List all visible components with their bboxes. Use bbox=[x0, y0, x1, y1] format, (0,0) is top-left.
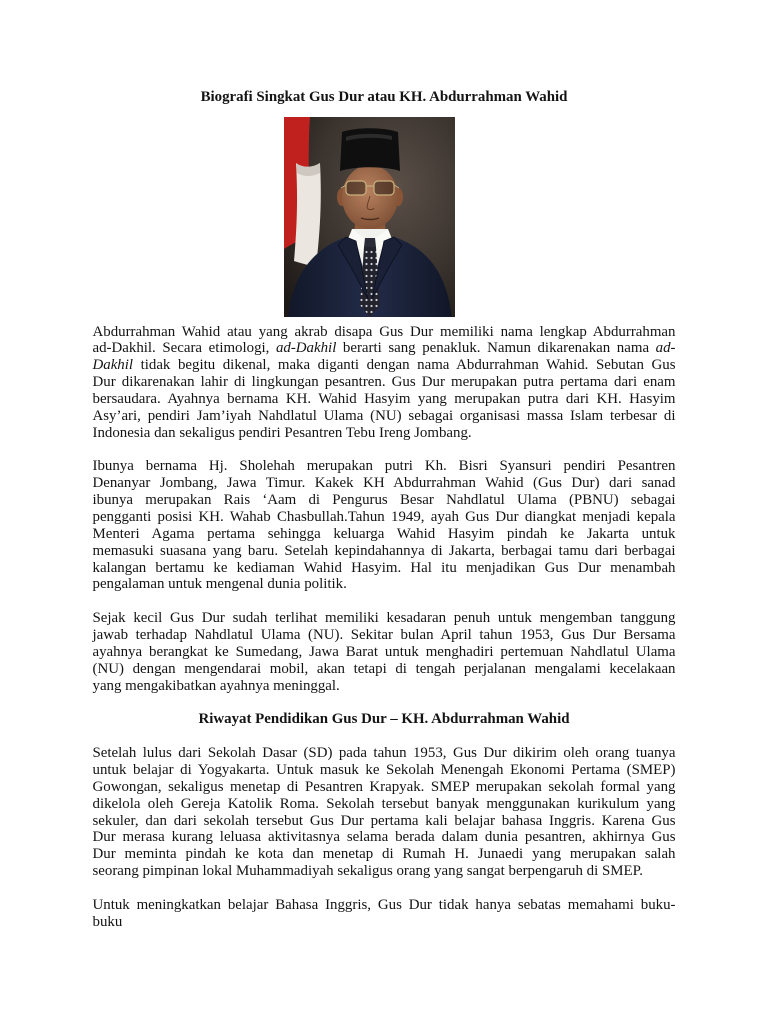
text-line: bersaudara. Ayahnya bernama KH. Wahid Hasyim yang merupakan putra dari KH. Hasyim bbox=[92, 391, 676, 408]
paragraph bbox=[93, 458, 676, 593]
text-line: Denanyar Jombang, Jawa Timur. Kakek KH Abdurrahman Wahid (Gus Dur) dari sanad bbox=[92, 475, 676, 492]
text-line: untuk belajar di Yogyakarta. Untuk masuk ke Sekolah Menengah Ekonomi Pertama (SMEP) bbox=[92, 761, 676, 778]
text-line: (NU) dengan mengendarai mobil, akan tetapi di tengah perjalanan mengalami kecelakaan bbox=[92, 660, 676, 677]
paragraph bbox=[93, 324, 676, 442]
document-body bbox=[93, 324, 676, 948]
text-line: ibunya merupakan Rais ‘Aam di Pengurus Besar Nahdlatul Ulama (PBNU) sebagai bbox=[92, 492, 676, 509]
text-line: seorang pimpinan lokal Muhammadiyah sekaligus orang yang sangat berpengaruh di SMEP. bbox=[92, 863, 643, 880]
text-line: ayahnya berangkat ke Sumedang, Jawa Barat untuk menghadiri pertemuan Nahdlatul Ulama bbox=[92, 643, 676, 660]
text-line bbox=[93, 357, 676, 374]
text-line: memasuki suasana yang baru. Setelah kepindahannya di Jakarta, berbagai tamu dari berbagai bbox=[92, 542, 676, 559]
text-line bbox=[93, 340, 676, 357]
text-line: Asy’ari, pendiri Jam’iyah Nahdlatul Ulama (NU) sebagai organisasi massa Islam terbesar di bbox=[92, 407, 676, 424]
text-line: Untuk meningkatkan belajar Bahasa Inggris, Gus Dur tidak hanya sebatas memahami buku- bbox=[92, 896, 676, 913]
text-line: pengalaman untuk mengenal dunia politik. bbox=[92, 576, 347, 593]
text-line: jawab terhadap Nahdlatul Ulama (NU). Sekitar bulan April tahun 1953, Gus Dur Bersama bbox=[92, 627, 676, 644]
portrait-photo bbox=[284, 117, 455, 317]
document-title: Biografi Singkat Gus Dur atau KH. Abdurrahman Wahid bbox=[200, 88, 568, 105]
text-line: Ibunya bernama Hj. Sholehah merupakan putri Kh. Bisri Syansuri pendiri Pesantren bbox=[92, 458, 676, 475]
text-line: yang mengakibatkan ayahnya meninggal. bbox=[92, 677, 340, 694]
italic-term: ad-Dakhil bbox=[275, 340, 337, 357]
text-run: berarti sang penakluk. Namun dikarenakan nama bbox=[336, 340, 656, 357]
text-line: Gowongan, sekaligus menetap di Pesantren Krapyak. SMEP merupakan sekolah formal yang bbox=[92, 778, 676, 795]
text-line: Indonesia dan sekaligus pendiri Pesantren Tebu Ireng Jombang. bbox=[92, 424, 472, 441]
text-line: Dur merasa kurang leluasa aktivitasnya selama berada dalam dunia pesantren, akhirnya Gus bbox=[92, 829, 676, 846]
paragraph bbox=[93, 745, 676, 880]
text-line: Setelah lulus dari Sekolah Dasar (SD) pada tahun 1953, Gus Dur dikirim oleh orang tuanya bbox=[92, 745, 676, 762]
text-line: Abdurrahman Wahid atau yang akrab disapa Gus Dur memiliki nama lengkap Abdurrahman bbox=[92, 323, 676, 340]
italic-term: ad- bbox=[655, 340, 676, 357]
text-line: Dur dikarenakan lahir di lingkungan pesantren. Gus Dur merupakan putra pertama dari enam bbox=[92, 374, 676, 391]
text-line: Dur meminta pindah ke kota dan menetap di Rumah H. Junaedi yang merupakan salah bbox=[92, 846, 676, 863]
text-line: dikelola oleh Gereja Katolik Roma. Sekolah tersebut banyak menggunakan kurikulum yang bbox=[92, 795, 676, 812]
text-line: sekuler, dan dari sekolah tersebut Gus Dur pertama kali belajar bahasa Inggris. Karena Gus bbox=[92, 812, 676, 829]
italic-term: Dakhil bbox=[92, 357, 134, 374]
text-run: tidak begitu dikenal, maka diganti dengan nama Abdurrahman Wahid. Sebutan Gus bbox=[133, 357, 676, 374]
section-heading: Riwayat Pendidikan Gus Dur – KH. Abdurrahman Wahid bbox=[198, 711, 570, 728]
text-line: pengganti posisi KH. Wahab Chasbullah.Tahun 1949, ayah Gus Dur diangkat menjadi kepala bbox=[92, 509, 676, 526]
paragraph bbox=[93, 610, 676, 694]
text-line: Sejak kecil Gus Dur sudah terlihat memiliki kesadaran penuh untuk mengemban tanggung bbox=[92, 610, 676, 627]
paragraph bbox=[93, 897, 676, 931]
text-line: buku bbox=[92, 913, 123, 930]
text-line: Menteri Agama pertama sehingga keluarga Wahid Hasyim pindah ke Jakarta untuk bbox=[92, 525, 676, 542]
text-run: ad-Dakhil. Secara etimologi, bbox=[92, 340, 276, 357]
text-line: kalangan bertamu ke kediaman Wahid Hasyim. Hal itu menjadikan Gus Dur menambah bbox=[92, 559, 676, 576]
